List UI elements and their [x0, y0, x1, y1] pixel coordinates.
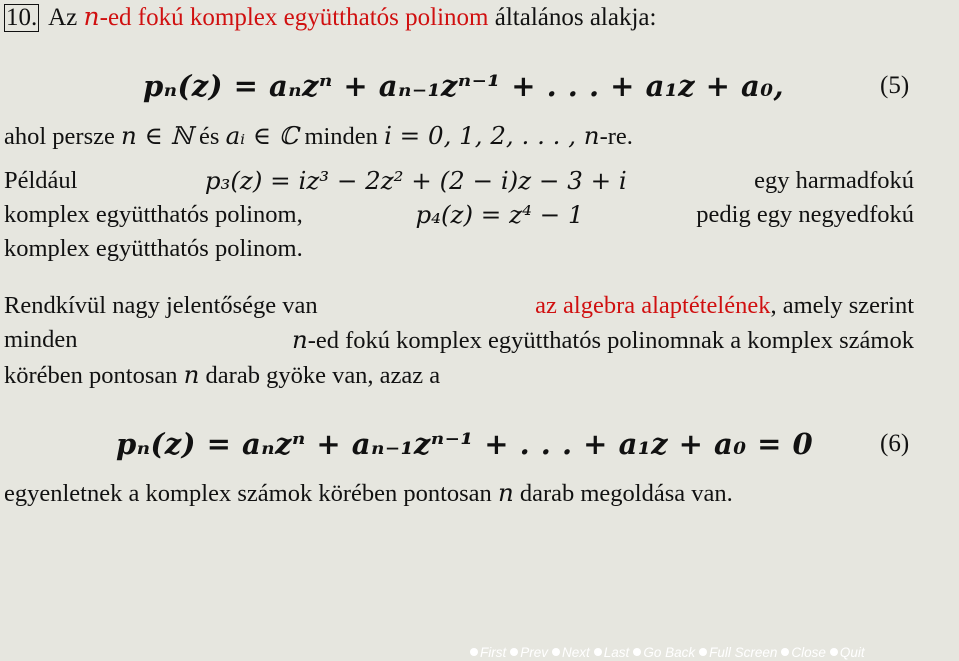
minden-text: minden — [304, 123, 378, 150]
theorem-text-5: körében pontosan — [4, 362, 178, 389]
theorem-text-1: Rendkívül nagy jelentősége van — [4, 292, 318, 319]
theorem-text-2: , amely szerint — [770, 292, 914, 319]
example-text-4: pedig egy negyedfokú — [696, 201, 914, 228]
nav-first[interactable]: First — [470, 645, 506, 660]
theorem-line-2 — [4, 323, 914, 358]
nav-last[interactable]: Last — [594, 645, 630, 660]
example-paragraph — [4, 164, 914, 266]
example-line-3: komplex együtthatós polinom. — [4, 235, 303, 262]
bullet-icon — [552, 648, 560, 656]
example-text-3: komplex együtthatós polinom, — [4, 201, 303, 228]
title-prefix: Az — [48, 4, 78, 31]
nav-close[interactable]: Close — [781, 645, 826, 660]
example-text-2: egy harmadfokú — [754, 167, 914, 194]
nav-go-back[interactable]: Go Back — [633, 645, 695, 660]
index-range: i = 0, 1, 2, . . . , n — [384, 121, 600, 150]
title-n: n — [83, 2, 100, 31]
theorem-line-3 — [4, 358, 914, 393]
example-line-2 — [4, 198, 914, 232]
example-line-1 — [4, 164, 914, 198]
theorem-text-4: -ed fokú komplex együtthatós polinomnak a komplex számok — [307, 327, 914, 354]
ai-in-complex: aᵢ ∈ ℂ — [225, 121, 299, 150]
equation-6-number: (6) — [880, 430, 910, 457]
ahol-text: ahol persze — [4, 123, 115, 150]
nav-next[interactable]: Next — [552, 645, 590, 660]
equation-6: pₙ(z) = aₙzⁿ + aₙ₋₁zⁿ⁻¹ + . . . + a₁z + a₀ = 0 — [116, 427, 814, 461]
slide-number: 10. — [6, 4, 38, 31]
es-text: és — [199, 123, 220, 150]
theorem-highlight: az algebra alaptételének — [535, 292, 771, 319]
bullet-icon — [510, 648, 518, 656]
nav-quit[interactable]: Quit — [830, 645, 865, 660]
navigation-bar — [470, 643, 958, 661]
equation-5: pₙ(z) = aₙzⁿ + aₙ₋₁zⁿ⁻¹ + . . . + a₁z + a₀, — [143, 69, 785, 103]
title-suffix: általános alakja: — [494, 4, 657, 31]
theorem-text-3: minden — [4, 326, 78, 353]
theorem-text-6: darab gyöke van, azaz a — [205, 362, 441, 389]
re-text: -re. — [599, 123, 633, 150]
slide-title — [4, 0, 656, 35]
bullet-icon — [594, 648, 602, 656]
conclusion-text-2: darab megoldása van. — [519, 480, 733, 507]
bullet-icon — [830, 648, 838, 656]
n-in-naturals: n ∈ ℕ — [121, 121, 193, 150]
bullet-icon — [633, 648, 641, 656]
example-text-1: Például — [4, 167, 78, 194]
conclusion-text-1: egyenletnek a komplex számok körében pontosan — [4, 480, 492, 507]
title-highlight: -ed fokú komplex együtthatós polinom — [99, 4, 489, 31]
nav-full-screen[interactable]: Full Screen — [699, 645, 777, 660]
theorem-paragraph — [4, 289, 914, 393]
example-p4: p₄(z) = z⁴ − 1 — [415, 200, 584, 229]
definition-line — [4, 119, 633, 154]
conclusion-n: n — [497, 478, 514, 507]
equation-5-number: (5) — [880, 72, 910, 99]
conclusion-line — [4, 476, 733, 511]
example-p3: p₃(z) = iz³ − 2z² + (2 − i)z − 3 + i — [204, 166, 627, 195]
bullet-icon — [470, 648, 478, 656]
nav-prev[interactable]: Prev — [510, 645, 548, 660]
bullet-icon — [781, 648, 789, 656]
theorem-n-1: n — [291, 325, 308, 354]
theorem-n-2: n — [183, 360, 200, 389]
theorem-line-1 — [4, 289, 914, 323]
bullet-icon — [699, 648, 707, 656]
